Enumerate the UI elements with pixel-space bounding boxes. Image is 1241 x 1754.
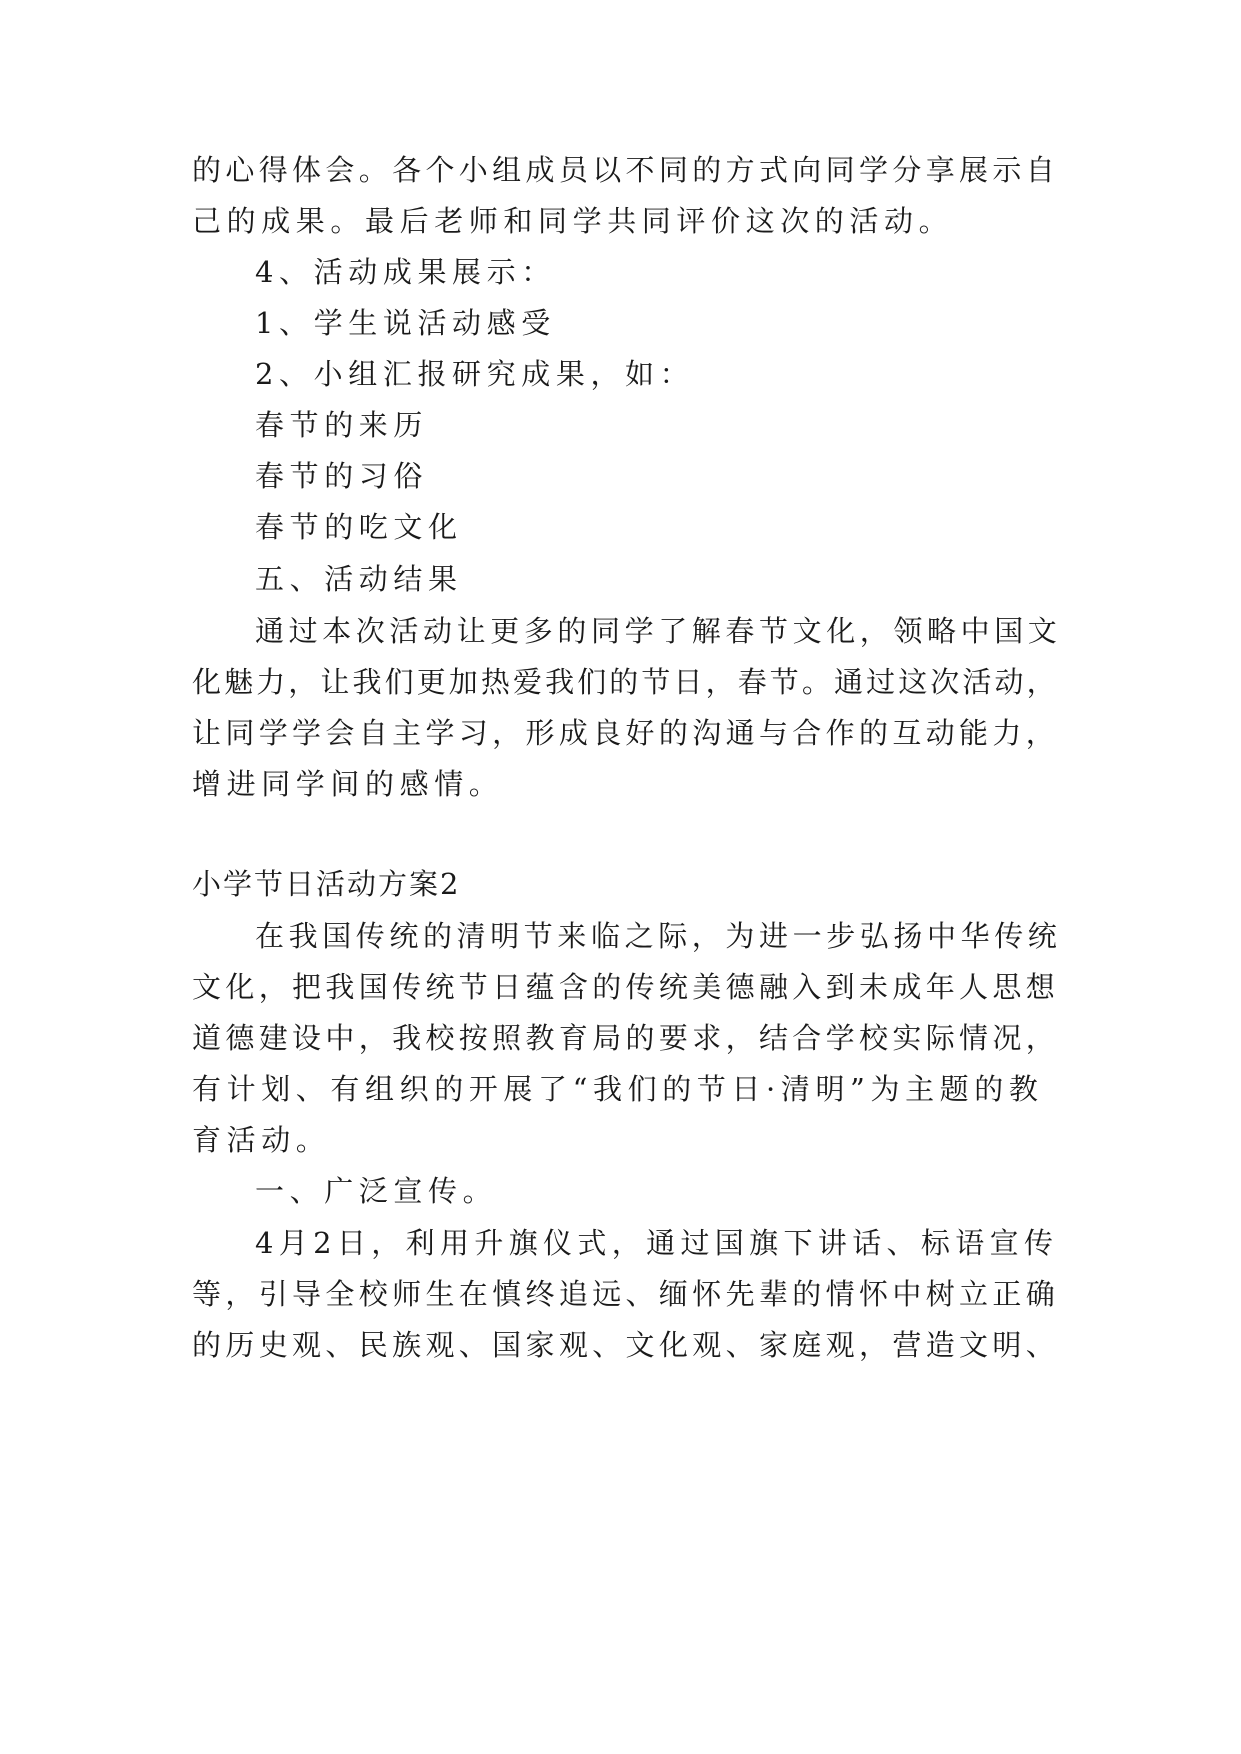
list-item: 2、小组汇报研究成果，如： xyxy=(255,357,695,391)
text-line: 等，引导全校师生在慎终追远、缅怀先辈的情怀中树立正确 xyxy=(192,1277,1060,1311)
text-line: 的心得体会。各个小组成员以不同的方式向同学分享展示自 xyxy=(192,153,1060,187)
text-line: 4月2日，利用升旗仪式，通过国旗下讲话、标语宣传 xyxy=(255,1226,1059,1260)
text-line: 通过本次活动让更多的同学了解春节文化，领略中国文 xyxy=(255,614,1062,648)
section-heading: 一、广泛宣传。 xyxy=(255,1174,498,1208)
text-line: 的历史观、民族观、国家观、文化观、家庭观，营造文明、 xyxy=(192,1328,1060,1362)
text-line: 己的成果。最后老师和同学共同评价这次的活动。 xyxy=(192,204,954,238)
list-item: 春节的来历 xyxy=(255,408,429,442)
list-item: 春节的吃文化 xyxy=(255,510,463,544)
list-item: 春节的习俗 xyxy=(255,459,429,493)
text-line: 育活动。 xyxy=(192,1123,331,1157)
list-item: 4、活动成果展示： xyxy=(255,255,556,289)
text-line: 有计划、有组织的开展了“我们的节日·清明”为主题的教 xyxy=(192,1072,1044,1106)
text-line: 增进同学间的感情。 xyxy=(192,767,504,801)
section-heading: 五、活动结果 xyxy=(255,562,463,596)
list-item: 1、学生说活动感受 xyxy=(255,306,556,340)
text-line: 让同学学会自主学习，形成良好的沟通与合作的互动能力， xyxy=(192,716,1060,750)
text-line: 道德建设中，我校按照教育局的要求，结合学校实际情况， xyxy=(192,1021,1060,1055)
text-line: 文化，把我国传统节日蕴含的传统美德融入到未成年人思想 xyxy=(192,970,1060,1004)
text-line: 在我国传统的清明节来临之际，为进一步弘扬中华传统 xyxy=(255,919,1062,953)
article-title: 小学节日活动方案2 xyxy=(192,867,461,901)
text-line: 化魅力，让我们更加热爱我们的节日，春节。通过这次活动， xyxy=(192,665,1059,699)
